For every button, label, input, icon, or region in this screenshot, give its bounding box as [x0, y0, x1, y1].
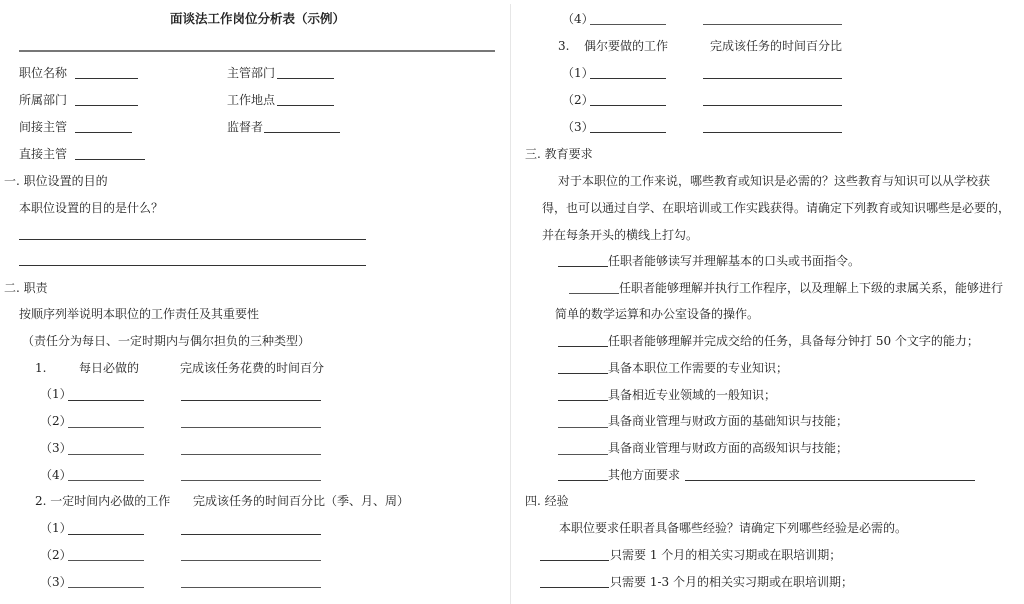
indirect-supervisor-label: 间接主管	[19, 120, 68, 134]
group1-col2-header: 完成该任务花费的时间百分	[180, 361, 325, 375]
group3-number: 3.	[558, 39, 570, 53]
group3-col2-header: 完成该任务的时间百分比	[710, 39, 843, 53]
purpose-answer-line-1[interactable]	[19, 239, 366, 240]
edu-option-5-checkline[interactable]	[558, 400, 608, 401]
group2-item-label: （4）	[562, 12, 594, 26]
section3-heading: 三. 教育要求	[525, 147, 593, 161]
group2-item-2-task[interactable]	[68, 560, 144, 561]
group1-item-1-percent[interactable]	[181, 400, 321, 401]
position-name-field[interactable]	[75, 78, 138, 79]
group2-label: 2. 一定时间内必做的工作	[35, 494, 171, 508]
section2-note: （责任分为每日、一定时期内与偶尔担负的三种类型）	[22, 334, 311, 348]
group1-number: 1.	[35, 361, 47, 375]
direct-supervisor-label: 直接主管	[19, 147, 68, 161]
section1-question: 本职位设置的目的是什么？	[19, 201, 164, 215]
section3-intro-line3: 并在每条开头的横线上打勾。	[542, 228, 699, 242]
group2-item-3-percent[interactable]	[181, 587, 321, 588]
group3-item-2-percent[interactable]	[703, 105, 842, 106]
group1-item-label: （1）	[40, 387, 72, 401]
edu-option-6-checkline[interactable]	[558, 427, 608, 428]
edu-option-3-checkline[interactable]	[558, 346, 608, 347]
group2-item-1-task[interactable]	[68, 534, 144, 535]
group2-item-label: （2）	[40, 548, 72, 562]
group2-item-label: （3）	[40, 575, 72, 589]
group2-item-4-task[interactable]	[590, 24, 666, 25]
group3-item-3-task[interactable]	[590, 132, 666, 133]
overseer-label: 监督者	[227, 120, 264, 134]
group1-item-4-percent[interactable]	[181, 480, 321, 481]
group2-item-3-task[interactable]	[68, 587, 144, 588]
position-name-label: 职位名称	[19, 66, 68, 80]
edu-option-2-text: 任职者能够理解并执行工作程序，以及理解上下级的隶属关系，能够进行	[619, 281, 1004, 295]
group3-item-label: （2）	[562, 93, 594, 107]
edu-option-4-checkline[interactable]	[558, 373, 608, 374]
exp-option-1-checkline[interactable]	[540, 560, 609, 561]
group3-item-3-percent[interactable]	[703, 132, 842, 133]
indirect-supervisor-field[interactable]	[75, 132, 132, 133]
section4-heading: 四. 经验	[525, 494, 569, 508]
department-label: 所属部门	[19, 93, 68, 107]
edu-option-2-checkline[interactable]	[569, 293, 619, 294]
edu-option-7-checkline[interactable]	[558, 454, 608, 455]
overseer-field[interactable]	[264, 132, 340, 133]
group3-item-1-task[interactable]	[590, 78, 666, 79]
supervising-dept-field[interactable]	[277, 78, 334, 79]
group1-item-2-task[interactable]	[68, 427, 144, 428]
page-right	[511, 0, 1024, 604]
department-field[interactable]	[75, 105, 138, 106]
group1-item-1-task[interactable]	[68, 400, 144, 401]
exp-option-1-text: 只需要 1 个月的相关实习期或在职培训期；	[610, 548, 842, 562]
section3-intro-line1: 对于本职位的工作来说，哪些教育或知识是必需的？这些教育与知识可以从学校获	[558, 174, 991, 188]
exp-option-2-checkline[interactable]	[540, 587, 609, 588]
edu-option-1-checkline[interactable]	[558, 266, 608, 267]
group1-item-3-percent[interactable]	[181, 454, 321, 455]
group2-item-label: （1）	[40, 521, 72, 535]
work-location-field[interactable]	[277, 105, 334, 106]
group2-item-4-percent[interactable]	[703, 24, 842, 25]
edu-option-4-text: 具备本职位工作需要的专业知识；	[608, 361, 789, 375]
section1-heading: 一. 职位设置的目的	[4, 174, 108, 188]
edu-option-1-text: 任职者能够读写并理解基本的口头或书面指令。	[608, 254, 861, 268]
group1-item-3-task[interactable]	[68, 454, 144, 455]
exp-option-2-text: 只需要 1-3 个月的相关实习期或在职培训期；	[610, 575, 853, 589]
edu-option-2-continuation: 简单的数学运算和办公室设备的操作。	[555, 307, 760, 321]
title-rule	[19, 50, 495, 52]
edu-option-6-text: 具备商业管理与财政方面的基础知识与技能；	[608, 414, 849, 428]
group1-item-4-task[interactable]	[68, 480, 144, 481]
group2-item-1-percent[interactable]	[181, 534, 321, 535]
section2-heading: 二. 职责	[4, 281, 48, 295]
group3-item-1-percent[interactable]	[703, 78, 842, 79]
edu-option-8-text: 其他方面要求	[608, 468, 681, 482]
group3-item-2-task[interactable]	[590, 105, 666, 106]
group3-col1-header: 偶尔要做的工作	[584, 39, 669, 53]
supervising-dept-label: 主管部门	[227, 66, 276, 80]
group1-item-2-percent[interactable]	[181, 427, 321, 428]
document-title: 面谈法工作岗位分析表（示例）	[170, 11, 346, 26]
group1-item-label: （2）	[40, 414, 72, 428]
edu-option-7-text: 具备商业管理与财政方面的高级知识与技能；	[608, 441, 849, 455]
section4-question: 本职位要求任职者具备哪些经验？请确定下列哪些经验是必需的。	[559, 521, 908, 535]
section2-instruction: 按顺序列举说明本职位的工作责任及其重要性	[19, 307, 260, 321]
group3-item-label: （1）	[562, 66, 594, 80]
edu-option-3-text: 任职者能够理解并完成交给的任务，具备每分钟打 50 个文字的能力；	[608, 334, 979, 348]
edu-option-8-checkline[interactable]	[558, 480, 608, 481]
group1-item-label: （4）	[40, 468, 72, 482]
work-location-label: 工作地点	[227, 93, 276, 107]
section3-intro-line2: 得，也可以通过自学、在职培训或工作实践获得。请确定下列教育或知识哪些是必要的，	[542, 201, 1011, 215]
group1-item-label: （3）	[40, 441, 72, 455]
group2-col2-header: 完成该任务的时间百分比（季、月、周）	[193, 494, 410, 508]
group3-item-label: （3）	[562, 120, 594, 134]
purpose-answer-line-2[interactable]	[19, 265, 366, 266]
edu-option-5-text: 具备相近专业领域的一般知识；	[608, 388, 777, 402]
other-requirements-field[interactable]	[685, 480, 975, 481]
group1-col1-header: 每日必做的	[79, 361, 140, 375]
page-left	[0, 0, 510, 604]
group2-item-2-percent[interactable]	[181, 560, 321, 561]
direct-supervisor-field[interactable]	[75, 159, 145, 160]
